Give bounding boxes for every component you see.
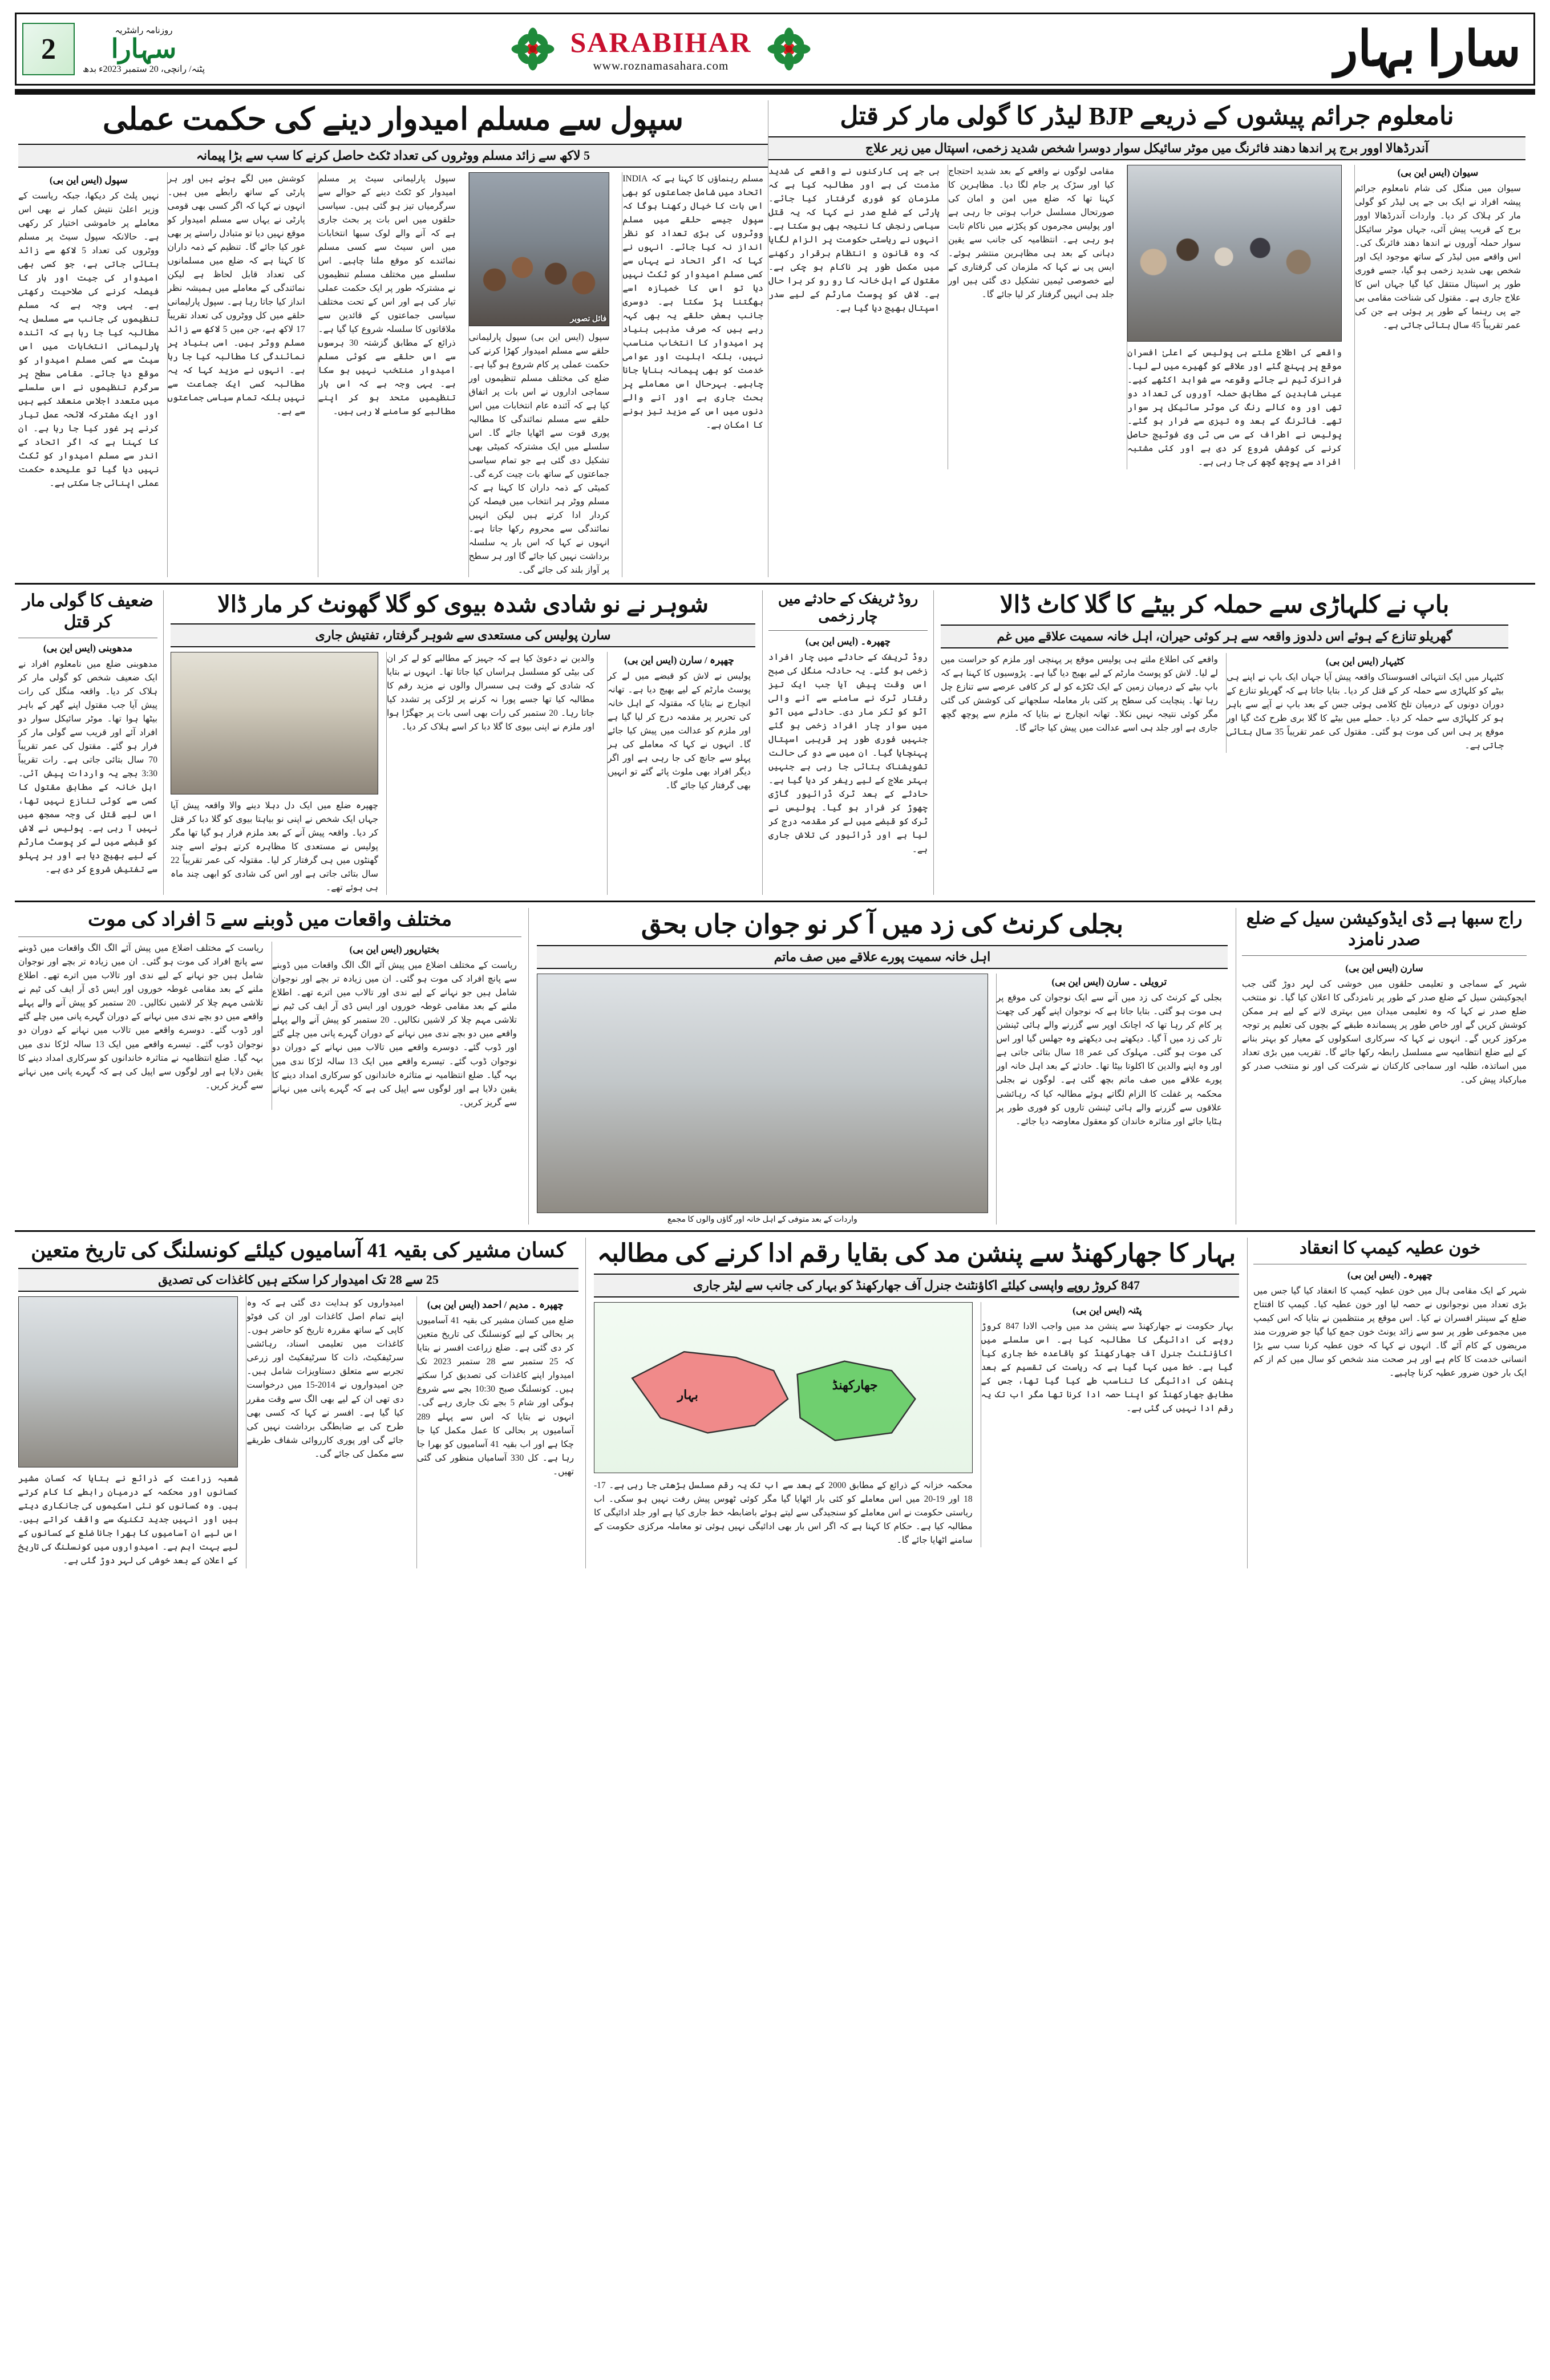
article-jharkhand-byline: پٹنہ (ایس این بی) [1073,1305,1142,1316]
section-divider-2 [15,901,1535,902]
article-husband-byline: چھپرہ / سارن (ایس این بی) [624,654,734,666]
article-weak-murder-headline: ضعیف کا گولی مار کر قتل [22,591,153,632]
column-1 [1354,165,1525,469]
masthead-left [17,14,222,84]
article-husband-subhead: سارن پولیس کی مستعدی سے شوہر گرفتار، تفتیش جاری [171,623,755,647]
column-2 [537,974,988,1225]
article-supaul-body-1: نہیں پلٹ کر دیکھا، جبکہ ریاست کے وزیر اعلیٰ نتیش کمار نے بھی اس معاملے پر خاموشی اختیار کر رکھی ہے۔ حالانکہ سپول سیٹ پر مسلم ووٹروں کی تعداد 5 لاکھ سے زائد بتائی جاتی ہے، جو کسی بھی امیدوار کی جیت اور ہار کا فیصلہ کرنے کی صلاحیت رکھتی ہے۔ یہی وجہ ہے کہ مسلم تنظیموں کی جانب سے مسلسل یہ مطالبہ کیا جا رہا ہے کہ آئندہ پارلیمانی انتخابات میں اس سیٹ سے کسی مسلم امیدوار کو موقع دیا جائے۔ مقامی سطح پر سرگرم تنظیموں نے اس سلسلے میں متعدد اجلاس منعقد کیے ہیں اور ایک مشترکہ لائحہ عمل تیار کرنے پر غور کیا جا رہا ہے۔ ان کا کہنا ہے کہ اگر اتحاد کے اندر سے مسلم امیدوار کو ٹکٹ نہیں دیا گیا تو علیحدہ حکمت عملی اپنائی جا سکتی ہے۔ [18,190,159,488]
article-supaul-photo [469,172,610,326]
article-jharkhand-body-1: بہار حکومت نے جھارکھنڈ سے پنشن مد میں واجب الادا 847 کروڑ روپے کی ادائیگی کا مطالبہ کیا ہے۔ اس سلسلے میں اکاؤنٹنٹ جنرل آف جھارکھنڈ کو باقاعدہ خط جاری کیا گیا ہے۔ خط میں کہا گیا ہے کہ ریاست کی تقسیم کے بعد پنشن کی ادائیگی کا تناسب طے کیا گیا تھا، جس کے مطابق جھارکھنڈ کو اپنا حصہ ادا کرنا تھا مگر اب تک یہ رقم ادا نہیں کی گئی ہے۔ [981,1321,1233,1414]
article-father-body-1: کٹیہار میں ایک انتہائی افسوسناک واقعہ پیش آیا جہاں ایک باپ نے اپنے ہی بیٹے کو کلہاڑی سے حملہ کر کے قتل کر دیا۔ بتایا جاتا ہے کہ گھریلو تنازع کے دوران دونوں کے درمیان تلخ کلامی ہوئی جس کے بعد باپ نے آپے سے باہر ہو کر کلہاڑی سے حملہ کر دیا۔ حملے میں بیٹے کا گلا بری طرح کٹ گیا اور موقع پر ہی اس کی موت ہو گئی۔ مقتول کی عمر تقریباً 35 سال بتائی جاتی ہے۔ [1227,672,1504,751]
article-bjp-body-3: مقامی لوگوں نے واقعے کے بعد شدید احتجاج کیا اور سڑک پر جام لگا دیا۔ مظاہرین کا کہنا تھا کہ ضلع میں امن و امان کی صورتحال مسلسل خراب ہوتی جا رہی ہے اور پولیس مجرموں کو پکڑنے میں ناکام ثابت ہو رہی ہے۔ انتظامیہ کی جانب سے یقین دہانی کے بعد ہی مظاہرین منتشر ہوئے۔ ایس پی نے کہا کہ ملزمان کی گرفتاری کے لیے خصوصی ٹیمیں تشکیل دی گئی ہیں اور جلد ہی انہیں گرفتار کر لیا جائے گا۔ [948,167,1114,300]
article-supaul-headline: سپول سے مسلم امیدوار دینے کی حکمت عملی [102,102,684,136]
article-blood-body: شہر کے ایک مقامی ہال میں خون عطیہ کیمپ کا انعقاد کیا گیا جس میں بڑی تعداد میں نوجوانوں نے حصہ لیا اور خون عطیہ کیا۔ کیمپ کا افتتاح ضلع کے سینئر افسران نے کیا۔ اس موقع پر منتظمین نے بتایا کہ اس کیمپ میں مجموعی طور پر سو سے زائد یونٹ خون جمع کیا گیا جو ضرورت مند مریضوں کے کام آئے گا۔ انہوں نے کہا کہ خون عطیہ کرنا سب سے بڑا انسانی خدمت کا کام ہے اور ہر صحت مند شخص کو سال میں کم از کم ایک بار خون ضرور عطیہ کرنا چاہیے۔ [1253,1286,1527,1378]
article-bjp-columns [768,165,1525,469]
column-2 [941,653,1218,753]
column-2 [246,1296,408,1568]
article-road-accident [762,590,933,895]
article-farmer-body-3: شعبہ زراعت کے ذرائع نے بتایا کہ کسان مشیر کسانوں اور محکمہ کے درمیان رابطے کا کام کرتے ہیں۔ وہ کسانوں کو نئی اسکیموں کی جانکاری دیتے ہیں اور انہیں جدید تکنیک سے واقف کراتے ہیں۔ اس لیے ان آسامیوں کا بھرا جانا ضلع کے کسانوں کے لیے بہت اہم ہے۔ امیدواروں میں کونسلنگ کی تاریخ کے اعلان کے بعد خوشی کی لہر دوڑ گئی ہے۔ [18,1474,238,1566]
column-3 [948,165,1119,469]
column-4 [167,172,310,577]
article-current-byline: ترویلی ۔ سارن (ایس این بی) [1051,976,1167,988]
masthead-right [1100,14,1533,84]
article-supaul-body-2: کوشش میں لگے ہوئے ہیں اور ہر پارٹی کے ساتھ رابطے میں ہیں۔ انہوں نے کہا کہ اگر کسی بھی قومی پارٹی نے یہاں سے مسلم امیدوار کو موقع نہیں دیا تو متبادل راستے پر بھی غور کیا جائے گا۔ تنظیم کے ذمہ داران کا کہنا ہے کہ ضلع میں مسلمانوں کی تعداد قابل لحاظ ہے لیکن نمائندگی کے معاملے میں ہمیشہ نظر انداز کیا جاتا رہا ہے۔ سپول پارلیمانی حلقے میں کل ووٹروں کی تعداد تقریباً 17 لاکھ ہے، جن میں 5 لاکھ سے زائد مسلم ووٹر ہیں۔ اسی بنیاد پر نمائندگی کا مطالبہ کیا جا رہا ہے۔ انہوں نے مزید کہا کہ یہ مطالبہ کسی ایک جماعت سے نہیں بلکہ تمام سیاسی جماعتوں سے ہے۔ [167,173,305,416]
article-education-headline: راج سبھا ہے ڈی ایڈوکیشن سیل کے ضلع صدر نامزد [1246,909,1523,950]
masthead-rule [15,89,1535,95]
article-current-body: بجلی کے کرنٹ کی زد میں آنے سے ایک نوجوان کی موقع پر ہی موت ہو گئی۔ بتایا جاتا ہے کہ نوجوان اپنے گھر کی چھت پر کام کر رہا تھا کہ اچانک اوپر سے گزرنے والے ہائی ٹینشن تار کی زد میں آ گیا۔ دیکھتے ہی دیکھتے وہ جھلس گیا اور اس کی موت ہو گئی۔ مہلوک کی عمر 18 سال بتائی جاتی ہے اور وہ اپنے والدین کا اکلوتا بیٹا تھا۔ حادثے کے بعد اہل خانہ اور پورے علاقے میں صف ماتم بچھ گئی ہے۔ لوگوں نے بجلی محکمہ پر غفلت کا الزام لگاتے ہوئے مطالبہ کیا کہ رہائشی علاقوں سے گزرنے والے ہائی ٹینشن تاروں کو فوری طور پر ہٹایا جائے اور متاثرہ خاندان کو معقول معاوضہ دیا جائے۔ [996,993,1222,1126]
column-1 [981,1302,1239,1547]
article-husband-columns [171,652,755,895]
article-bjp-body-2: واقعے کی اطلاع ملتے ہی پولیس کے اعلیٰ افسران موقع پر پہنچ گئے اور علاقے کو گھیرے میں لے لیا۔ فرانزک ٹیم نے جائے وقوعہ سے شواہد اکٹھے کیے۔ عینی شاہدین کے مطابق حملہ آوروں کی تعداد دو تھی اور وہ کالے رنگ کی موٹر سائیکل پر سوار تھے۔ فائرنگ کے بعد وہ تیزی سے فرار ہو گئے۔ پولیس نے اطراف کے سی سی ٹی وی فوٹیج حاصل کرنے کی کوشش شروع کر دی ہے اور کئی مشتبہ افراد سے پوچھ گچھ کی جا رہی ہے۔ [1127,348,1342,468]
middle-section [15,590,1535,895]
article-weak-murder-body: مدھوبنی ضلع میں نامعلوم افراد نے ایک ضعیف شخص کو گولی مار کر ہلاک کر دیا۔ واقعہ منگل کی رات پیش آیا جب مقتول اپنے گھر کے باہر بیٹھا ہوا تھا۔ موٹر سائیکل سوار دو افراد آئے اور قریب سے گولی مار کر فرار ہو گئے۔ مقتول کی عمر تقریباً 70 سال بتائی جاتی ہے۔ رات تقریباً 3:30 بجے یہ واردات پیش آئی۔ اہل خانہ کے مطابق مقتول کا کسی سے کوئی تنازع نہیں تھا، اس لیے قتل کی وجہ سمجھ میں نہیں آ رہی ہے۔ پولیس نے لاش کو قبضے میں لے کر پوسٹ مارٹم کے لیے بھیج دیا ہے اور ہر پہلو سے تفتیش شروع کر دی ہے۔ [18,659,157,875]
flower-icon-right [767,27,811,71]
article-bjp-body-4: بی جے پی کارکنوں نے واقعے کی شدید مذمت کی ہے اور مطالبہ کیا ہے کہ ملزمان کو فوری گرفتار کیا جائے۔ پارٹی کے ضلع صدر نے کہا کہ یہ قتل سیاسی رنجش کا نتیجہ بھی ہو سکتا ہے۔ انہوں نے ریاستی حکومت پر الزام لگایا کہ وہ قانون و انتظام برقرار رکھنے میں مکمل طور پر ناکام ہو چکی ہے۔ مقتول کے اہل خانہ کا رو رو کر برا حال ہے۔ لاش کو پوسٹ مارٹم کے لیے سدر اسپتال بھیج دیا گیا ہے۔ [768,167,940,314]
column-1 [1242,960,1527,1087]
article-drowning-body-b: ریاست کے مختلف اضلاع میں پیش آئے الگ الگ واقعات میں ڈوبنے سے پانچ افراد کی موت ہو گئی۔ ان میں زیادہ تر بچے اور نوجوان شامل ہیں جو نہانے کے لیے ندی اور تالاب میں اترے تھے۔ اطلاع ملنے کے بعد مقامی غوطہ خوروں اور ایس ڈی آر ایف کی ٹیم نے تلاشی مہم چلا کر لاشیں نکالیں۔ 20 ستمبر کو پیش آنے والے پہلے واقعے میں دو بچے ندی میں نہانے کے دوران گہرے پانی میں چلے گئے اور ڈوب گئے۔ دوسرے واقعے میں تالاب میں نہانے کے دوران دو نوجوان ڈوب گئے۔ تیسرے واقعے میں ایک 13 سالہ لڑکا ندی میں بہہ گیا۔ ضلع انتظامیہ نے متاثرہ خاندانوں کو سرکاری امداد دینے کا یقین دلایا ہے اور لوگوں سے اپیل کی ہے کہ گہرے پانی میں نہانے سے گریز کریں۔ [272,960,517,1108]
article-supaul [15,100,768,577]
article-father-body-2: واقعے کی اطلاع ملتے ہی پولیس موقع پر پہنچی اور ملزم کو حراست میں لے لیا۔ لاش کو پوسٹ مارٹم کے لیے بھیج دیا گیا ہے۔ پڑوسیوں کا کہنا ہے کہ باپ بیٹے کے درمیان زمین کے ایک ٹکڑے کو لے کر کافی عرصے سے تنازع چل رہا تھا۔ پنچایت کی سطح پر کئی بار معاملہ سلجھانے کی کوشش کی گئی مگر کوئی نتیجہ نہیں نکلا۔ تھانہ انچارج نے بتایا کہ ملزم سے پوچھ گچھ جاری ہے اور جلد ہی اسے عدالت میں پیش کیا جائے گا۔ [941,655,1218,733]
article-bjp-headline: نامعلوم جرائم پیشوں کے ذریعے BJP لیڈر کا گولی مار کر قتل [840,102,1454,130]
article-father-columns [941,653,1508,753]
article-farmer-counselling [15,1238,585,1568]
article-blood-camp [1247,1238,1532,1568]
article-drowning [15,908,528,1225]
article-road-headline: روڈ ٹریفک کے حادثے میں چار زخمی [778,591,918,625]
column-5 [18,172,159,577]
column-2 [18,942,264,1109]
article-jharkhand-subhead: 847 کروڑ روپے واپسی کیلئے اکاؤنٹنٹ جنرل آف جھارکھنڈ کو بہار کی جانب سے لیٹر جاری [594,1274,1239,1298]
column-1 [996,974,1228,1225]
article-education-byline: سارن (ایس این بی) [1345,962,1423,974]
article-education-cell [1236,908,1532,1225]
article-education-columns [1242,960,1527,1087]
section-divider-3 [15,1230,1535,1232]
map-label-bihar: بہار [677,1388,698,1402]
article-farmer-byline: چھپرہ ۔ مدیم / احمد (ایس این بی) [427,1299,564,1311]
article-farmer-columns [18,1296,578,1568]
article-farmer-body-2: امیدواروں کو ہدایت دی گئی ہے کہ وہ اپنے تمام اصل کاغذات اور ان کی فوٹو کاپی کے ساتھ مقررہ تاریخ کو حاضر ہوں۔ کاغذات میں تعلیمی اسناد، رہائشی سرٹیفکیٹ، ذات کا سرٹیفکیٹ اور زرعی تجربے سے متعلق دستاویزات شامل ہیں۔ جن امیدواروں نے 2014-15 میں درخواست دی تھی ان کے لیے بھی الگ سے وقت مقرر کیا گیا ہے۔ افسر نے کہا کہ کسی بھی طرح کی بے ضابطگی برداشت نہیں کی جائے گی اور پوری کارروائی شفاف طریقے سے مکمل کی جائے گی۔ [246,1298,404,1459]
column-1 [272,942,522,1109]
article-husband-body-1: چھپرہ ضلع میں ایک دل دہلا دینے والا واقعہ پیش آیا جہاں ایک شخص نے اپنی نو بیاہتا بیوی کو گلا دبا کر قتل کر دیا۔ واقعہ پیش آنے کے بعد ملزم فرار ہو گیا تھا مگر پولیس نے مستعدی کا مظاہرہ کرتے ہوئے اسے چند گھنٹوں میں ہی گرفتار کر لیا۔ مقتولہ کی عمر تقریباً 22 سال بتائی جاتی ہے اور اس کی شادی کو ابھی چند ماہ ہی ہوئے تھے۔ [171,800,378,893]
column-1 [1226,653,1508,753]
rule [1242,955,1527,956]
article-education-body: شہر کے سماجی و تعلیمی حلقوں میں خوشی کی لہر دوڑ گئی جب ایجوکیشن سیل کے ضلع صدر کے طور پر نامزدگی کا اعلان کیا گیا۔ نو منتخب ضلع صدر نے کہا کہ وہ تعلیمی میدان میں بہتری لانے کے لیے ہر ممکن کوشش کریں گے اور خاص طور پر پسماندہ طبقے کے بچوں کی تعلیم پر توجہ مرکوز کریں گے۔ انہوں نے کہا کہ سرکاری اسکولوں کے معیار کو بہتر بنانے کے لیے ضلع انتظامیہ سے مسلسل رابطہ رکھا جائے گا۔ تقریب میں بڑی تعداد میں اساتذہ، طلبہ اور سماجی کارکنان نے شرکت کی اور نو منتخب صدر کو مبارکباد پیش کی۔ [1242,979,1527,1085]
column-2 [1127,165,1346,469]
flower-icon-left [511,27,555,71]
article-bjp-murder [768,100,1532,577]
article-drowning-headline: مختلف واقعات میں ڈوبنے سے 5 افراد کی موت [87,909,452,930]
article-drowning-byline: بختیارپور (ایس این بی) [349,944,440,955]
article-farmer-body-1: ضلع میں کسان مشیر کی بقیہ 41 آسامیوں پر بحالی کے لیے کونسلنگ کی تاریخ متعین کر دی گئی ہے۔ ضلع زراعت افسر نے بتایا کہ 25 ستمبر سے 28 ستمبر 2023 تک امیدوار اپنے کاغذات کی تصدیق کرا سکتے ہیں۔ کونسلنگ صبح 10:30 بجے سے شروع ہوگی اور شام 5 بجے تک جاری رہے گی۔ انہوں نے بتایا کہ اس سے پہلے 289 آسامیوں پر بحالی کا عمل مکمل کیا جا چکا ہے اور اب بقیہ 41 آسامیوں کو بھرا جا رہا ہے۔ کل 330 آسامیاں منظور کی گئی تھیں۔ [416,1316,574,1477]
article-bjp-subhead: آندرڈھالا اوور برج پر اندھا دھند فائرنگ میں موٹر سائیکل سوار دوسرا شخص شدید زخمی، اسپتال میں زیر علاج [768,136,1525,160]
publication-logo [83,23,205,75]
article-bjp-body-1: سیوان میں منگل کی شام نامعلوم جرائم پیشہ افراد نے ایک بی جے پی لیڈر کو گولی مار کر ہلاک کر دیا۔ واردات آندرڈھالا اوور برج کے قریب پیش آئی، جہاں موٹر سائیکل سوار حملہ آوروں نے اندھا دھند فائرنگ کی۔ اس واقعے میں لیڈر کے ساتھ موجود ایک اور شخص بھی شدید زخمی ہو گیا، جسے فوری طور پر اسپتال منتقل کیا گیا جہاں اس کا علاج جاری ہے۔ مقتول کی شناخت مقامی بی جے پی رہنما کے طور پر ہوئی ہے جن کی عمر تقریباً 45 سال بتائی جاتی ہے۔ [1355,184,1521,331]
column-2 [594,1302,973,1547]
article-current-headline: بجلی کرنٹ کی زد میں آ کر نو جوان جاں بحق [641,909,1124,939]
column-4 [768,165,940,469]
article-supaul-columns [18,172,768,577]
article-road-body: روڈ ٹریفک کے حادثے میں چار افراد زخمی ہو گئے۔ یہ حادثہ منگل کی صبح اس وقت پیش آیا جب ایک تیز رفتار ٹرک نے سامنے سے آنے والی آٹو کو ٹکر مار دی۔ حادثے میں آٹو میں سوار چار افراد زخمی ہو گئے جنہیں فوری طور پر قریبی اسپتال پہنچایا گیا۔ ان میں سے دو کی حالت تشویشناک بتائی جا رہی ہے جنہیں بہتر علاج کے لیے ریفر کر دیا گیا ہے۔ حادثے کے بعد ٹرک ڈرائیور گاڑی چھوڑ کر فرار ہو گیا۔ پولیس نے ٹرک کو قبضے میں لے کر مقدمہ درج کر لیا ہے اور ڈرائیور کی تلاش جاری ہے۔ [768,652,928,854]
section-divider-1 [15,583,1535,585]
column-3 [171,652,378,895]
article-drowning-body-a: ریاست کے مختلف اضلاع میں پیش آئے الگ الگ واقعات میں ڈوبنے سے پانچ افراد کی موت ہو گئی۔ ان میں زیادہ تر بچے اور نوجوان شامل ہیں جو نہانے کے لیے ندی اور تالاب میں اترے تھے۔ اطلاع ملنے کے بعد مقامی غوطہ خوروں اور ایس ڈی آر ایف کی ٹیم نے تلاشی مہم چلا کر لاشیں نکالیں۔ 20 ستمبر کو پیش آنے والے پہلے واقعے میں دو بچے ندی میں نہانے کے دوران گہرے پانی میں چلے گئے اور ڈوب گئے۔ دوسرے واقعے میں تالاب میں نہانے کے دوران دو نوجوان ڈوب گئے۔ تیسرے واقعے میں ایک 13 سالہ لڑکا ندی میں بہہ گیا۔ ضلع انتظامیہ نے متاثرہ خاندانوں کو سرکاری امداد دینے کا یقین دلایا ہے اور لوگوں سے اپیل کی ہے کہ گہرے پانی میں نہانے سے گریز کریں۔ [18,943,264,1090]
article-jharkhand-headline: بہار کا جھارکھنڈ سے پنشن مد کی بقایا رقم ادا کرنے کی مطالبہ [597,1239,1236,1268]
masthead [15,13,1535,86]
article-father-son [933,590,1515,895]
urdu-title: سارا بہار [1334,22,1521,76]
article-supaul-byline: سپول (ایس این بی) [49,174,128,185]
page-number: 2 [22,23,75,75]
column-3 [318,172,460,577]
article-bjp-byline: سیوان (ایس این بی) [1397,167,1479,178]
issue-date: پٹنہ/ رانچی، 20 ستمبر 2023ء بدھ [83,64,205,74]
article-jharkhand-columns [594,1302,1239,1547]
article-jharkhand-pension [585,1238,1247,1568]
article-husband-body-3: پولیس نے لاش کو قبضے میں لے کر پوسٹ مارٹم کے لیے بھیج دیا ہے۔ تھانہ انچارج نے بتایا کہ مقتولہ کے اہل خانہ کی تحریر پر مقدمہ درج کر لیا گیا ہے اور ملزم کو عدالت میں پیش کیا جائے گا۔ انہوں نے کہا کہ معاملے کی ہر پہلو سے جانچ کی جا رہی ہے اور اگر دیگر افراد بھی ملوث پائے گئے تو انہیں بھی گرفتار کیا جائے گا۔ [608,671,751,790]
bihar-jharkhand-map [594,1302,973,1473]
article-weak-murder [15,590,163,895]
article-current-photo [537,974,988,1213]
article-bjp-photo [1127,165,1342,342]
map-label-jharkhand: جھارکھنڈ [832,1377,878,1392]
column-2 [386,652,599,895]
rule [768,630,928,631]
top-section [15,100,1535,577]
article-supaul-body-5: مسلم رہنماؤں کا کہنا ہے کہ INDIA اتحاد میں شامل جماعتوں کو بھی اس بات کا خیال رکھنا ہوگا کہ سپول جیسے حلقے میں مسلم ووٹروں کی بڑی تعداد کو نظر انداز نہ کیا جائے۔ انہوں نے کہا کہ اگر اتحاد نے یہاں سے کسی مسلم امیدوار کو ٹکٹ نہیں دیا تو اس کا خمیازہ اسے بھگتنا پڑ سکتا ہے۔ دوسری جانب بعض حلقے یہ بھی کہہ رہے ہیں کہ صرف مذہبی بنیاد پر امیدوار کا انتخاب مناسب نہیں، بلکہ اہلیت اور عوامی خدمت کو بھی پیمانہ بنایا جانا چاہیے۔ بہرحال اس معاملے پر بحث جاری ہے اور آنے والے دنوں میں اس کے مزید تیز ہونے کا امکان ہے۔ [622,173,764,430]
logo-urdu-title: سہارا [111,34,177,63]
column-1 [607,652,755,895]
lower-middle-section [15,908,1535,1225]
article-supaul-body-3: سپول پارلیمانی سیٹ پر مسلم امیدوار کو ٹکٹ دینے کے حوالے سے سرگرمیاں تیز ہو گئی ہیں۔ سیاسی حلقوں میں اس بات پر بحث جاری ہے کہ آنے والے لوک سبھا انتخابات میں اس سیٹ سے کسی مسلم نمائندے کو موقع ملنا چاہیے۔ اس سلسلے میں مختلف مسلم تنظیموں نے مشترکہ طور پر ایک حکمت عملی تیار کی ہے اور اس کے تحت مختلف سیاسی جماعتوں کے قائدین سے ملاقاتوں کا سلسلہ شروع کیا گیا ہے۔ ذرائع کے مطابق گزشتہ 30 برسوں سے اس حلقے سے کوئی مسلم امیدوار منتخب نہیں ہو سکا ہے۔ یہی وجہ ہے کہ اس بار تنظیمیں متحد ہو کر اپنے مطالبے کو سامنے لا رہی ہیں۔ [318,173,456,416]
article-jharkhand-body-2: محکمہ خزانہ کے ذرائع کے مطابق 2000 کے بعد سے اب تک یہ رقم مسلسل بڑھتی جا رہی ہے۔ 17-18 اور 19-20 میں اس معاملے کو کئی بار اٹھایا گیا مگر کوئی ٹھوس پیش رفت نہیں ہو سکی۔ اب ریاستی حکومت نے اس معاملے کو سنجیدگی سے لیتے ہوئے باضابطہ خط جاری کیا ہے اور جلد ادائیگی کا مطالبہ کیا ہے۔ حکام کا کہنا ہے کہ اگر اس بار بھی ادائیگی نہیں ہوئی تو معاملہ مرکزی حکومت کے سامنے اٹھایا جائے گا۔ [594,1481,973,1546]
photo-caption: فائل تصویر [570,314,607,323]
article-road-byline: چھپرہ۔ (ایس این بی) [805,636,891,647]
article-current-subhead: اہل خانہ سمیت پورے علاقے میں صف ماتم [537,945,1228,969]
article-husband-headline: شوہر نے نو شادی شدہ بیوی کو گلا گھونٹ کر مار ڈالا [217,591,709,617]
article-farmer-subhead: 25 سے 28 تک امیدوار کرا سکتے ہیں کاغذات کی تصدیق [18,1268,578,1292]
rule [18,936,521,937]
column-3 [18,1296,238,1568]
column-1 [622,172,768,577]
bottom-section [15,1238,1535,1568]
masthead-center [222,14,1100,84]
article-current-death [528,908,1236,1225]
article-drowning-columns [18,942,521,1109]
article-husband-body-2: والدین نے دعویٰ کیا ہے کہ جہیز کے مطالبے کو لے کر ان کی بیٹی کو مسلسل ہراساں کیا جاتا تھا۔ انہوں نے بتایا کہ شادی کے وقت ہی سسرال والوں نے مزید رقم کا مطالبہ کیا تھا جسے پورا نہ کرنے پر لڑکی پر تشدد کیا جاتا رہا۔ 20 ستمبر کی رات بھی اسی بات پر جھگڑا ہوا اور ملزم نے اپنی بیوی کا گلا دبا کر اسے ہلاک کر دیا۔ [387,653,594,732]
article-father-headline: باپ نے کلہاڑی سے حملہ کر بیٹے کا گلا کاٹ ڈالا [999,591,1450,618]
article-blood-headline: خون عطیہ کیمپ کا انعقاد [1299,1239,1481,1258]
article-father-byline: کٹیہار (ایس این بی) [1325,656,1405,667]
english-title-main: SARABIHAR [570,26,752,58]
article-supaul-body-4: سپول (ایس این بی) سپول پارلیمانی حلقے سے مسلم امیدوار کھڑا کرنے کی حکمت عملی پر کام شروع ہو گیا ہے۔ ضلع کی مختلف مسلم تنظیموں اور سماجی اداروں نے اس بات پر اتفاق کیا ہے کہ آئندہ عام انتخابات میں اس حلقے سے مسلم نمائندگی کا مطالبہ پوری قوت سے اٹھایا جائے گا۔ اس سلسلے میں ایک مشترکہ کمیٹی بھی تشکیل دی گئی ہے جو تمام سیاسی جماعتوں کے ساتھ بات چیت کرے گی۔ کمیٹی کے ذمہ داران کا کہنا ہے کہ مسلم ووٹر ہر انتخاب میں فیصلہ کن کردار ادا کرتے ہیں لیکن انہیں نمائندگی سے محروم رکھا جاتا ہے۔ انہوں نے کہا کہ اس بار یہ سلسلہ برداشت نہیں کیا جائے گا اور ہر سطح پر آواز بلند کی جائے گی۔ [468,332,610,575]
article-husband-murder [163,590,762,895]
article-current-columns [537,974,1228,1225]
article-farmer-photo [18,1296,238,1467]
article-father-subhead: گھریلو تنازع کے ہوئے اس دلدوز واقعہ سے ہر کوئی حیران، اہل خانہ سمیت علاقے میں غم [941,625,1508,648]
article-supaul-subhead: 5 لاکھ سے زائد مسلم ووٹروں کی تعداد ٹکٹ حاصل کرنے کا سب سے بڑا پیمانہ [18,144,768,168]
article-farmer-headline: کسان مشیر کی بقیہ 41 آسامیوں کیلئے کونسلنگ کی تاریخ متعین [31,1239,566,1262]
article-husband-photo [171,652,378,794]
website-url[interactable]: www.roznamasahara.com [593,58,729,72]
article-weak-murder-byline: مدھوبنی (ایس این بی) [43,642,133,654]
logo-subtitle: روزنامہ راشٹریہ [115,26,173,35]
article-current-photo-caption: واردات کے بعد متوفی کے اہل خانہ اور گاؤں والوں کا مجمع [667,1215,857,1225]
column-1 [416,1296,578,1568]
column-2 [468,172,614,577]
english-title [570,26,751,73]
article-blood-byline: چھپرہ۔ (ایس این بی) [1347,1269,1433,1280]
